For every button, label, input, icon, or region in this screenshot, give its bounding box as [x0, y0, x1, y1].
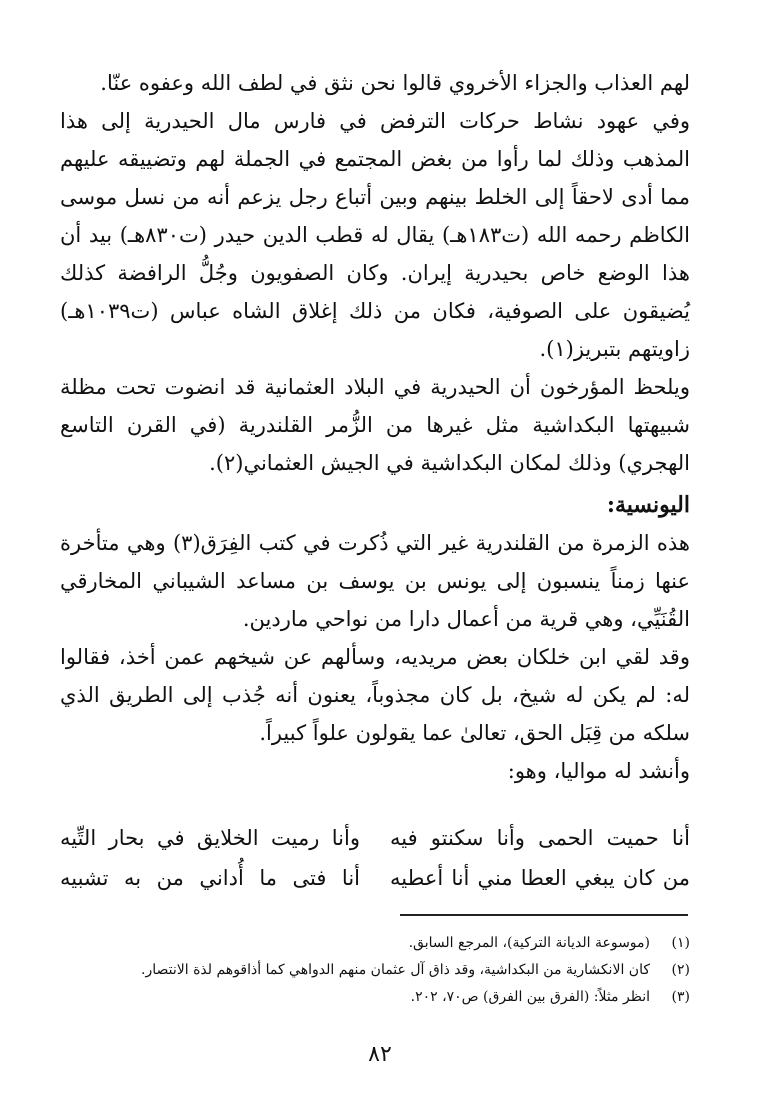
page-number: ٨٢ [368, 1042, 392, 1067]
footnote-number: (٣) [671, 989, 690, 1005]
poem-first-hemistich: أنا حميت الحمى وأنا سكنتو فيه [390, 826, 690, 850]
footnote-divider [400, 914, 688, 916]
main-text [60, 64, 690, 790]
paragraph: هذه الزمرة من القلندرية غير التي ذُكرت في كتب الفِرَق(٣) وهي متأخرة عنها زمناً ينسبون إلى يونس بن يوسف بن مساعد الشيباني المخارقي القُنَيِّي، وهي قرية من أعمال دارا من نواحي ماردين. [60, 531, 691, 631]
poem-second-hemistich: وأنا رميت الخلايق في بحار التِّيه [60, 826, 360, 850]
paragraph: وأنشد له مواليا، وهو: [507, 759, 690, 783]
footnotes [60, 930, 690, 1011]
paragraph: وفي عهود نشاط حركات الترفض في فارس مال الحيدرية إلى هذا المذهب وذلك لما رأوا من بغض المجتمع في الجملة لهم وتضييقه عليهم مما أدى لاحقاً إلى الخلط بينهم وبين أتباع رجل يزعم أنه من نسل موسى الكاظم رحمه الله (ت١٨٣هـ) يقال له قطب الدين حيدر (ت٨٣٠هـ) بيد أن هذا الوضع خاص بحيدرية إيران. وكان الصفويون وجُلُّ الرافضة كذلك يُضيقون على الصوفية، فكان من ذلك إغلاق الشاه عباس (ت١٠٣٩هـ) زاويتهم بتبريز(١). [60, 109, 691, 361]
footnote [60, 930, 690, 957]
poem [60, 818, 690, 898]
footnote-text: (موسوعة الديانة التركية)، المرجع السابق. [408, 935, 650, 951]
footnote-number: (١) [671, 935, 690, 951]
poem-verse [60, 858, 690, 898]
section-heading: اليونسية: [606, 492, 690, 518]
poem-first-hemistich: من كان يبغي العطا مني أنا أعطيه [390, 866, 690, 890]
footnote-text: كان الانكشارية من البكداشية، وقد ذاق آل عثمان منهم الدواهي كما أذاقوهم لذة الانتصار. [141, 962, 650, 978]
paragraph: لهم العذاب والجزاء الأخروي قالوا نحن نثق في لطف الله وعفوه عنّا. [100, 71, 690, 95]
footnote-number: (٢) [671, 962, 690, 978]
footnote [60, 984, 690, 1011]
footnote [60, 957, 690, 984]
paragraph: وقد لقي ابن خلكان بعض مريديه، وسألهم عن شيخهم عمن أخذ، فقالوا له: لم يكن له شيخ، بل كان مجذوباً، يعنون أنه جُذب إلى الطريق الذي سلكه من قِبَل الحق، تعالىٰ عما يقولون علواً كبيراً. [60, 645, 690, 745]
poem-verse [60, 818, 690, 858]
paragraph: ويلحظ المؤرخون أن الحيدرية في البلاد العثمانية قد انضوت تحت مظلة شبيهتها البكداشية مثل غيرها من الزُّمر القلندرية (في القرن التاسع الهجري) وذلك لمكان البكداشية في الجيش العثماني(٢). [60, 375, 690, 475]
footnote-text: انظر مثلاً: (الفرق بين الفرق) ص٧٠، ٢٠٢. [410, 989, 650, 1005]
poem-second-hemistich: أنا فتى ما أُداني من به تشبيه [60, 866, 360, 890]
